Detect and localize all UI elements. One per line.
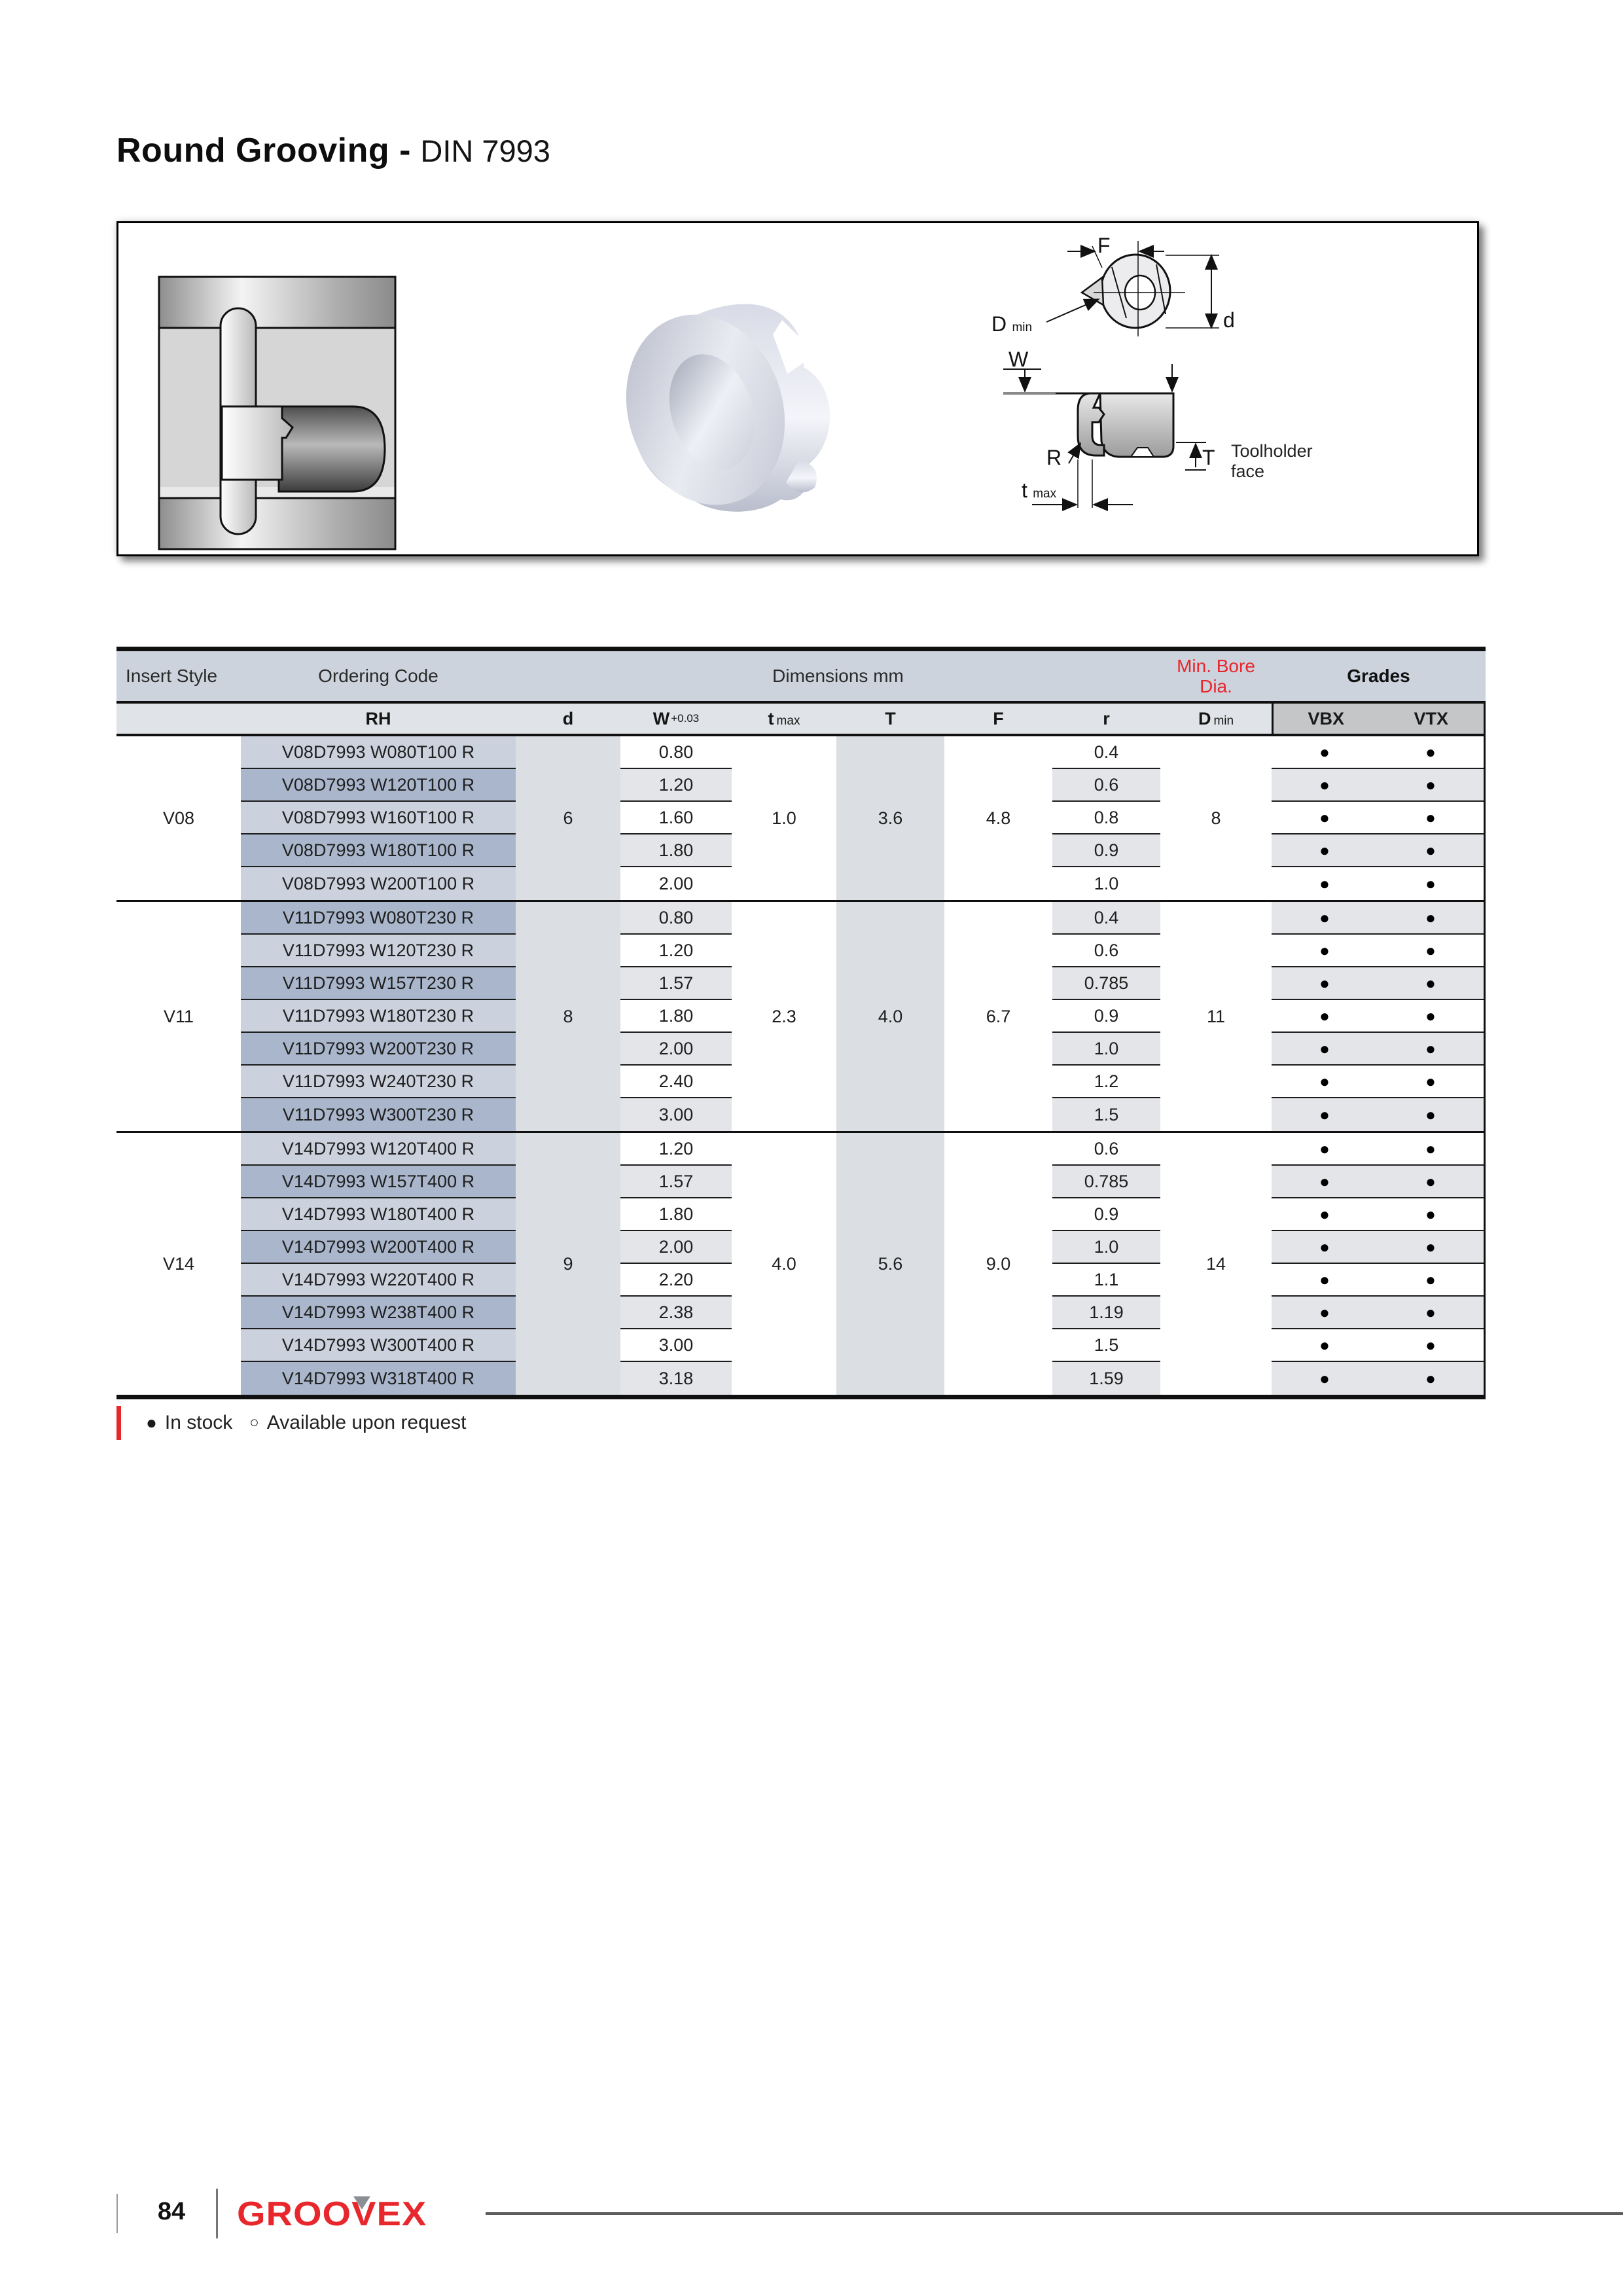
stock-dot-vbx: ● [1319,1368,1330,1388]
insert-style-label: V08 [162,808,195,828]
stock-dot-vbx: ● [1319,973,1330,993]
stock-dot-vbx: ● [1319,1335,1330,1355]
subheader-vtx: VTX [1414,708,1448,728]
r-value-cell: 0.8 [1052,802,1160,834]
grade-vtx-cell [1378,874,1484,894]
stock-dot-vtx: ● [1425,1171,1436,1191]
grades-cell [1272,802,1484,834]
dim-label-tmax: t max [1022,478,1057,502]
r-value-cell: 1.59 [1052,1362,1160,1395]
grades-cell [1272,1066,1484,1098]
ordering-code-cell: V08D7993 W180T100 R [241,834,516,867]
stock-dot-vtx: ● [1425,1204,1436,1224]
stock-dot-vtx: ● [1425,973,1436,993]
stock-dot-vbx: ● [1319,907,1330,927]
parts-table [116,647,1486,1399]
w-value-cell: 0.80 [620,736,732,769]
stock-dot-vtx: ● [1425,774,1436,795]
grades-cell [1272,1000,1484,1033]
stock-dot-vbx: ● [1319,1104,1330,1124]
r-value-column [1052,736,1160,900]
stock-dot-vbx: ● [1319,873,1330,893]
stock-dot-vbx: ● [1319,1171,1330,1191]
ordering-code-cell: V11D7993 W180T230 R [241,1000,516,1033]
subheader-r: r [1103,708,1110,728]
grade-vbx-cell [1272,1039,1378,1059]
page-title-standard: DIN 7993 [420,134,550,168]
header-ordering-code: Ordering Code [318,666,438,686]
r-value-cell: 1.5 [1052,1329,1160,1362]
stock-dot-vbx: ● [1319,742,1330,762]
w-value-cell: 1.80 [620,834,732,867]
grades-cell [1272,1198,1484,1231]
r-value-cell: 0.6 [1052,935,1160,967]
r-value-cell: 0.785 [1052,1166,1160,1198]
in-stock-icon: ● [146,1412,157,1433]
dim-label-r: R [1046,446,1062,469]
grade-vbx-cell [1272,775,1378,795]
w-value-cell: 2.00 [620,1231,732,1264]
ordering-code-cell: V14D7993 W157T400 R [241,1166,516,1198]
f-shared-value: 6.7 [986,1006,1011,1026]
grade-vtx-cell [1378,1105,1484,1125]
ordering-code-cell: V11D7993 W300T230 R [241,1098,516,1131]
stock-dot-vtx: ● [1425,1071,1436,1091]
subheader-f: F [993,708,1004,728]
grade-vbx-cell [1272,742,1378,762]
insert-style-label: V11 [163,1006,194,1026]
grade-vtx-cell [1378,775,1484,795]
ordering-code-cell: V08D7993 W160T100 R [241,802,516,834]
grade-vbx-cell [1272,1335,1378,1355]
insert-group-V14 [116,1133,1486,1395]
ordering-code-column [241,736,516,900]
ordering-code-cell: V14D7993 W180T400 R [241,1198,516,1231]
table-body [116,736,1486,1395]
header-insert-style: Insert Style [126,666,218,686]
grades-cell [1272,902,1484,935]
insert-group-V08 [116,736,1486,902]
w-value-cell: 1.20 [620,1133,732,1166]
grade-vbx-cell [1272,840,1378,861]
grades-column [1272,1133,1486,1395]
dmin-shared-value: 11 [1206,1006,1226,1026]
d-shared-value: 8 [516,902,620,1131]
f-shared-value: 4.8 [986,808,1011,828]
grade-vtx-cell [1378,1204,1484,1225]
dim-label-f: F [1097,234,1111,257]
grade-vbx-cell [1272,1172,1378,1192]
stock-dot-vbx: ● [1319,1038,1330,1058]
ordering-code-cell: V08D7993 W200T100 R [241,867,516,900]
ordering-code-column [241,1133,516,1395]
grades-cell [1272,1329,1484,1362]
grades-cell [1272,935,1484,967]
footer-divider-mid [216,2189,218,2238]
grade-vtx-cell [1378,1039,1484,1059]
grade-vbx-cell [1272,1071,1378,1092]
r-value-cell: 0.9 [1052,1198,1160,1231]
stock-dot-vtx: ● [1425,1236,1436,1257]
w-value-cell: 1.20 [620,935,732,967]
dmin-shared-value: 14 [1205,1253,1226,1274]
insert-3d-render [591,289,866,524]
grade-vtx-cell [1378,808,1484,828]
w-value-cell: 2.40 [620,1066,732,1098]
stock-dot-vtx: ● [1425,907,1436,927]
brand-logo-triangle-icon [353,2197,370,2210]
grade-vtx-cell [1378,941,1484,961]
stock-dot-vbx: ● [1319,774,1330,795]
ordering-code-cell: V11D7993 W157T230 R [241,967,516,1000]
r-value-cell: 0.6 [1052,769,1160,802]
grades-cell [1272,1264,1484,1297]
ordering-code-cell: V11D7993 W200T230 R [241,1033,516,1066]
subheader-d: d [562,708,574,728]
w-value-cell: 1.80 [620,1198,732,1231]
legend-red-bar [116,1406,121,1440]
grade-vtx-cell [1378,1237,1484,1257]
stock-dot-vtx: ● [1425,873,1436,893]
grade-vtx-cell [1378,1071,1484,1092]
page-title [116,131,550,170]
f-shared-value: 9.0 [986,1253,1011,1274]
stock-dot-vtx: ● [1425,1269,1436,1289]
technical-drawing [969,226,1480,554]
t-shared-value: 5.6 [836,1133,944,1395]
grade-vbx-cell [1272,973,1378,994]
grades-cell [1272,1231,1484,1264]
w-value-cell: 3.18 [620,1362,732,1395]
r-value-cell: 1.1 [1052,1264,1160,1297]
grades-column [1272,902,1486,1131]
stock-dot-vbx: ● [1319,1005,1330,1026]
r-value-cell: 0.4 [1052,902,1160,935]
subheader-blank [116,704,241,734]
w-value-cell: 2.38 [620,1297,732,1329]
grade-vbx-cell [1272,1139,1378,1159]
r-value-cell: 1.5 [1052,1098,1160,1131]
grade-vtx-cell [1378,742,1484,762]
r-value-column [1052,1133,1160,1395]
subheader-t-cap: T [885,708,896,728]
grade-vtx-cell [1378,840,1484,861]
dmin-shared-value: 8 [1211,808,1221,828]
header-dimensions: Dimensions mm [772,666,904,686]
grades-cell [1272,1033,1484,1066]
t-shared-value: 4.0 [836,902,944,1131]
d-shared-value: 6 [516,736,620,900]
t-shared-value: 3.6 [836,736,944,900]
grades-cell [1272,1362,1484,1395]
table-header-row [116,651,1486,704]
toolholder-face-label: Toolholder face [1231,441,1313,481]
brand-logo-text: GROOVEX [237,2194,427,2233]
grade-vbx-cell [1272,874,1378,894]
w-value-cell: 3.00 [620,1329,732,1362]
stock-dot-vtx: ● [1425,1104,1436,1124]
stock-dot-vbx: ● [1319,940,1330,960]
stock-dot-vtx: ● [1425,840,1436,860]
w-value-cell: 1.57 [620,1166,732,1198]
ordering-code-cell: V14D7993 W220T400 R [241,1264,516,1297]
stock-dot-vbx: ● [1319,807,1330,827]
ordering-code-cell: V11D7993 W120T230 R [241,935,516,967]
grades-cell [1272,1098,1484,1131]
grades-cell [1272,769,1484,802]
w-value-cell: 2.20 [620,1264,732,1297]
ordering-code-cell: V08D7993 W120T100 R [241,769,516,802]
grades-cell [1272,967,1484,1000]
grade-vtx-cell [1378,1270,1484,1290]
grade-vtx-cell [1378,1335,1484,1355]
cross-section-illustration [158,276,397,550]
r-value-cell: 1.0 [1094,873,1119,893]
w-value-cell: 3.00 [620,1098,732,1131]
insert-group-V11 [116,902,1486,1133]
w-value-cell: 0.80 [620,902,732,935]
dim-label-w: W [1008,348,1029,371]
dim-label-dmin: D min [991,312,1033,336]
stock-dot-vtx: ● [1425,1335,1436,1355]
grades-cell [1272,1166,1484,1198]
stock-dot-vbx: ● [1319,1138,1330,1158]
r-value-cell: 0.785 [1052,967,1160,1000]
in-stock-label: In stock [164,1412,233,1433]
footer-rule [486,2212,1623,2215]
stock-legend [116,1406,466,1440]
stock-dot-vtx: ● [1425,1038,1436,1058]
header-min-bore: Min. Bore Dia. [1177,656,1255,696]
grade-vbx-cell [1272,908,1378,928]
grade-vtx-cell [1378,908,1484,928]
grades-cell [1272,867,1484,900]
r-value-cell: 1.19 [1052,1297,1160,1329]
brand-logo [237,2194,427,2233]
w-value-cell: 1.20 [620,769,732,802]
grades-cell [1272,834,1484,867]
d-shared-value: 9 [516,1133,620,1395]
w-value-cell: 2.00 [658,873,694,893]
r-value-cell: 0.9 [1052,1000,1160,1033]
grade-vbx-cell [1272,1302,1378,1323]
subheader-w: W +0.03 [652,708,700,728]
ordering-code-column [241,902,516,1131]
insert-style-label: V14 [162,1253,195,1274]
w-value-column [620,1133,732,1395]
stock-dot-vtx: ● [1425,1005,1436,1026]
ordering-code-cell: V14D7993 W300T400 R [241,1329,516,1362]
grade-vbx-cell [1272,1105,1378,1125]
ordering-code-cell: V11D7993 W080T230 R [241,902,516,935]
ordering-code-cell: V11D7993 W240T230 R [241,1066,516,1098]
table-subheader-row [116,704,1486,736]
stock-dot-vbx: ● [1319,1204,1330,1224]
r-value-column [1052,902,1160,1131]
w-value-cell: 2.00 [620,1033,732,1066]
available-icon: ○ [249,1414,259,1431]
grade-vtx-cell [1378,1139,1484,1159]
grade-vbx-cell [1272,1237,1378,1257]
w-value-cell: 1.80 [620,1000,732,1033]
tmax-shared-value: 2.3 [772,1006,796,1026]
stock-dot-vbx: ● [1319,1236,1330,1257]
stock-dot-vtx: ● [1425,1302,1436,1322]
grade-vtx-cell [1378,1369,1484,1389]
w-value-cell: 1.60 [620,802,732,834]
grade-vbx-cell [1272,1270,1378,1290]
w-value-cell: 1.57 [620,967,732,1000]
grade-vbx-cell [1272,1369,1378,1389]
stock-dot-vtx: ● [1425,807,1436,827]
tmax-shared-value: 4.0 [772,1253,796,1274]
stock-dot-vbx: ● [1319,1302,1330,1322]
grade-vtx-cell [1378,1172,1484,1192]
w-value-column [620,736,732,900]
grade-vtx-cell [1378,1006,1484,1026]
grade-vtx-cell [1378,1302,1484,1323]
grade-vbx-cell [1272,1006,1378,1026]
page-title-main: Round Grooving - [116,132,411,170]
tmax-shared-value: 1.0 [772,808,796,828]
grade-vbx-cell [1272,1204,1378,1225]
r-value-cell: 1.2 [1052,1066,1160,1098]
grade-vbx-cell [1272,941,1378,961]
grades-cell [1272,1297,1484,1329]
r-value-cell: 0.9 [1052,834,1160,867]
subheader-rh: RH [365,708,391,728]
subheader-tmax: t max [768,708,800,728]
stock-dot-vtx: ● [1425,940,1436,960]
grades-column [1272,736,1486,900]
header-grades: Grades [1347,666,1410,686]
ordering-code-cell: V14D7993 W120T400 R [241,1133,516,1166]
stock-dot-vbx: ● [1319,1071,1330,1091]
r-value-cell: 1.0 [1052,1033,1160,1066]
grades-cell [1272,1133,1484,1166]
dim-label-d: d [1223,308,1235,332]
r-value-cell: 1.0 [1052,1231,1160,1264]
dim-label-t-cap: T [1202,446,1215,469]
ordering-code-cell: V14D7993 W200T400 R [241,1231,516,1264]
stock-dot-vbx: ● [1319,1269,1330,1289]
footer-page-number: 84 [157,2198,186,2225]
r-value-cell: 0.4 [1052,736,1160,769]
diagram-panel [116,221,1479,556]
grade-vbx-cell [1272,808,1378,828]
available-label: Available upon request [266,1412,467,1433]
grade-vtx-cell [1378,973,1484,994]
subheader-dmin: D min [1198,708,1234,728]
ordering-code-cell: V14D7993 W238T400 R [241,1297,516,1329]
stock-dot-vbx: ● [1319,840,1330,860]
subheader-grades [1272,704,1486,734]
stock-dot-vtx: ● [1425,742,1436,762]
grades-cell [1272,736,1484,769]
ordering-code-cell: V08D7993 W080T100 R [241,736,516,769]
footer-divider-left [116,2194,118,2233]
subheader-vbx: VBX [1308,708,1345,728]
r-value-cell: 0.6 [1052,1133,1160,1166]
stock-dot-vtx: ● [1425,1138,1436,1158]
ordering-code-cell: V14D7993 W318T400 R [241,1362,516,1395]
w-value-column [620,902,732,1131]
stock-dot-vtx: ● [1425,1368,1436,1388]
